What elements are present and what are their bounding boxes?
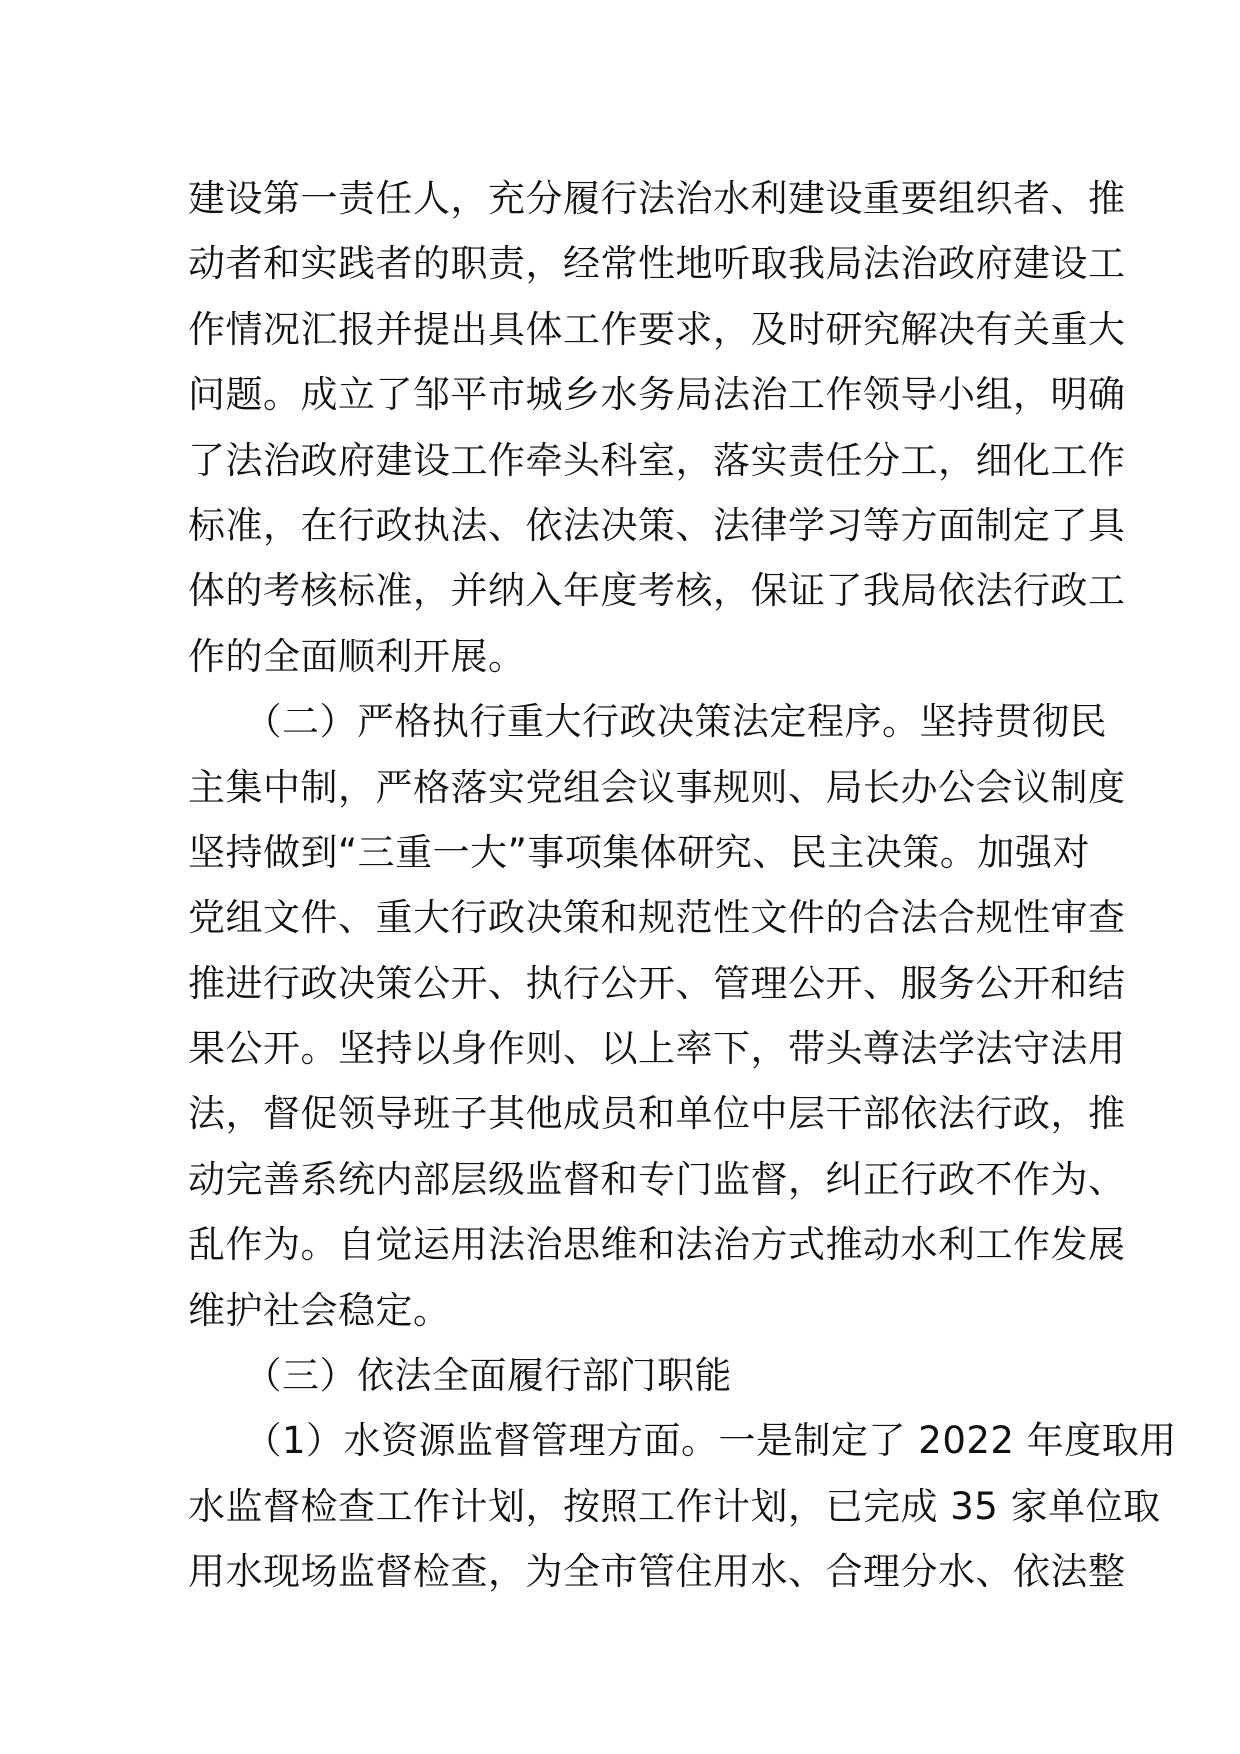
text-line: （二）严格执行重大行政决策法定程序。坚持贯彻民 [188, 700, 1107, 744]
text-line: 建设第一责任人，充分履行法治水利建设重要组织者、推 [188, 177, 1126, 220]
body-text [188, 166, 1177, 1605]
text-line: 动者和实践者的职责，经常性地听取我局法治政府建设工 [188, 242, 1126, 286]
text-line: 维护社会稳定。 [188, 1288, 451, 1332]
text-line: 作的全面顺利开展。 [188, 634, 526, 678]
text-line: 用水现场监督检查，为全市管住用水、合理分水、依法整 [188, 1550, 1126, 1594]
text-line: 主集中制，严格落实党组会议事规则、局长办公会议制度 [188, 765, 1126, 809]
text-line: 问题。成立了邹平市城乡水务局法治工作领导小组，明确 [188, 373, 1126, 417]
text-line: 法，督促领导班子其他成员和单位中层干部依法行政，推 [188, 1092, 1126, 1136]
text-line: （三）依法全面履行部门职能 [188, 1354, 732, 1398]
text-line: 作情况汇报并提出具体工作要求，及时研究解决有关重大 [188, 307, 1126, 351]
text-line: 推进行政决策公开、执行公开、管理公开、服务公开和结 [188, 961, 1126, 1005]
text-line: （1）水资源监督管理方面。一是制定了 2022 年度取用 [188, 1419, 1177, 1463]
text-line: 了法治政府建设工作牵头科室，落实责任分工，细化工作 [188, 438, 1126, 482]
text-line: 水监督检查工作计划，按照工作计划，已完成 35 家单位取 [188, 1484, 1161, 1528]
text-line: 体的考核标准，并纳入年度考核，保证了我局依法行政工 [188, 569, 1126, 613]
text-line: 果公开。坚持以身作则、以上率下，带头尊法学法守法用 [188, 1027, 1126, 1071]
text-line: 动完善系统内部层级监督和专门监督，纠正行政不作为、 [188, 1157, 1126, 1201]
text-line: 坚持做到“三重一大”事项集体研究、民主决策。加强对 [188, 830, 1090, 874]
text-line: 党组文件、重大行政决策和规范性文件的合法合规性审查 [188, 896, 1126, 940]
text-line: 乱作为。自觉运用法治思维和法治方式推动水利工作发展 [188, 1223, 1126, 1267]
text-line: 标准，在行政执法、依法决策、法律学习等方面制定了具 [188, 503, 1126, 547]
